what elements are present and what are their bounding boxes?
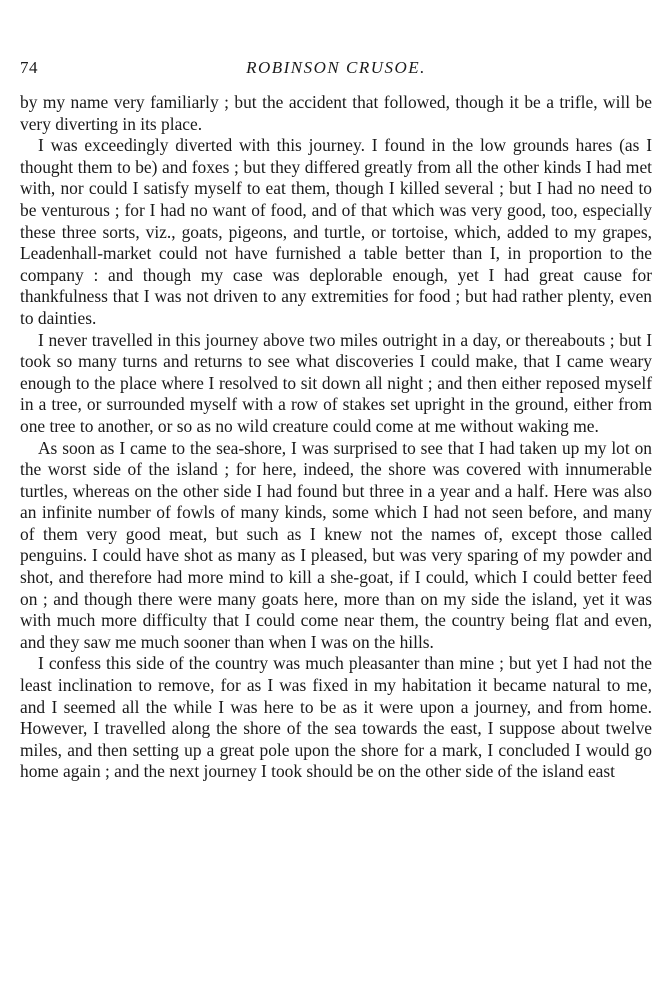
page-number: 74 <box>20 58 38 77</box>
running-head <box>20 58 652 82</box>
book-title: ROBINSON CRUSOE. <box>246 58 426 77</box>
paragraph-1: by my name very familiarly ; but the accident that followed, though it be a trifle, will be very diverting in its place. <box>20 92 652 134</box>
paragraph-3: I never travelled in this journey above two miles outright in a day, or thereabouts ; but I took so many turns and returns to see what discoveries I could make, that I came weary enough to the place where I resolved to sit down all night ; and then either reposed myself in a tree, or surrounded myself with a row of stakes set upright in the ground, either from one tree to another, or so as no wild creature could come at me without waking me. <box>20 329 652 436</box>
paragraph-2: I was exceedingly diverted with this journey. I found in the low grounds hares (as I thought them to be) and foxes ; but they differed greatly from all the other kinds I had met with, nor could I satisfy myself to eat them, though I killed several ; but I had no need to be venturous ; for I had no want of food, and of that which was very good, too, especially these three sorts, viz., goats, pigeons, and turtle, or tortoise, which, added to my grapes, Leadenhall-market could not have furnished a table better than I, in proportion to the company : and though my case was deplorable enough, yet I had great cause for thankfulness that I was not driven to any extremities for food ; but had rather plenty, even to dainties. <box>20 135 652 328</box>
paragraph-5: I confess this side of the country was much pleasanter than mine ; but yet I had not the least inclination to remove, for as I was fixed in my habitation it became natural to me, and I seemed all the while I was here to be as it were upon a journey, and from home. However, I travelled along the shore of the sea towards the east, I suppose about twelve miles, and then setting up a great pole upon the shore for a mark, I concluded I would go home again ; and the next journey I took should be on the other side of the island east <box>20 653 652 782</box>
body-text <box>20 92 652 783</box>
paragraph-4: As soon as I came to the sea-shore, I was surprised to see that I had taken up my lot on the worst side of the island ; for here, indeed, the shore was covered with innumerable turtles, whereas on the other side I had found but three in a year and a half. Here was also an infinite number of fowls of many kinds, some which I had not seen before, and many of them very good meat, but such as I knew not the names of, except those called penguins. I could have shot as many as I pleased, but was very sparing of my powder and shot, and therefore had more mind to kill a she-goat, if I could, which I could better feed on ; and though there were many goats here, more than on my side the island, yet it was with much more difficulty that I could come near them, the country being flat and even, and they saw me much sooner than when I was on the hills. <box>20 437 652 652</box>
